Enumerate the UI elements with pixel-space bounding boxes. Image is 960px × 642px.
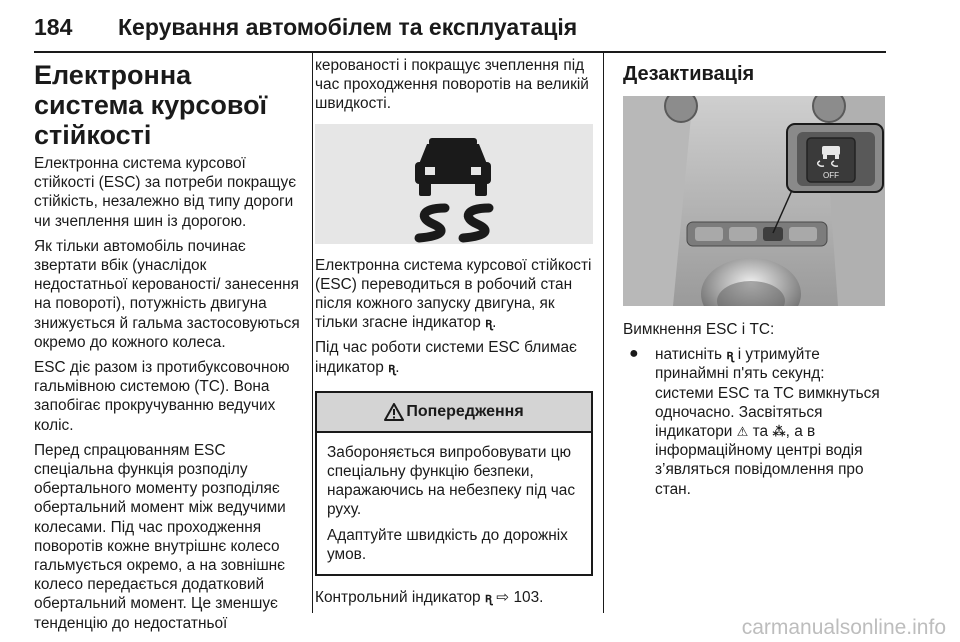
column-divider [603, 53, 604, 613]
esc-indicator-icon: ꭆ [388, 359, 396, 375]
paragraph: Електронна система курсової стійкості (ESC) за потреби покращує стійкість, незалежно від типу дороги чи зчеплення шин із дорогою. [34, 155, 297, 230]
arrow-right-icon: ⇨ [496, 589, 510, 607]
paragraph: Електронна система курсової стійкості (ESC) переводиться в робочий стан після кожного запуску двигуна, як тільки згасне індикатор ꭆ. [315, 256, 592, 332]
watermark: carmanualsonline.info [741, 616, 946, 639]
paragraph: керованості і покращує зчеплення під час проходження поворотів на великій швидкості. [315, 57, 589, 113]
paragraph: ESC діє разом із протибуксовочною гальмівною системою (TC). Вона запобігає прокручуванню ведучих коліс. [34, 359, 290, 434]
warning-triangle-icon [384, 403, 404, 421]
column-1 [34, 56, 304, 639]
column-2 [315, 56, 593, 613]
warning-header [317, 393, 591, 433]
section-heading: Дезактивація [623, 63, 755, 85]
car-skid-icon [315, 124, 593, 244]
tc-off-indicator-icon: ⁂ [772, 424, 786, 440]
console-illustration [623, 96, 885, 306]
caption: Вимкнення ESC і TC: [623, 321, 775, 338]
paragraph: Адаптуйте швидкість до дорожніх умов. [327, 526, 568, 563]
section-heading: Електронна система курсової стійкості [34, 60, 268, 150]
paragraph: Перед спрацюванням ESC спеціальна функція розподілу обертального моменту розподіляє обертальний момент між ведучими колесами. Під час проходження поворотів кожне внутрішнє колесо гальмується окремо, а на зовнішнє колесо передається додатковий обертальний момент. Це зменшує тенденцію до недостатньої [34, 441, 286, 632]
paragraph: Під час роботи системи ESC блимає індикатор ꭆ. [315, 339, 577, 376]
bullet-text: натисніть ꭆ і утримуйте принаймні п'ять секунд: системи ESC та TC вимкнуться одночасно. Засвітяться індикатори ⚠ та ⁂, а в інформаційному центрі водія з’являться повідомлення про стан. [655, 346, 880, 498]
warning-body [317, 433, 591, 574]
page-header [34, 14, 884, 52]
esc-indicator-icon: ꭆ [484, 590, 492, 606]
column-divider [312, 53, 313, 613]
list-item [623, 345, 885, 505]
center-console-photo [623, 96, 885, 306]
column-3 [623, 56, 885, 505]
header-divider [34, 51, 886, 53]
warning-title: Попередження [406, 402, 524, 420]
off-label: OFF [823, 171, 839, 180]
running-title: Керування автомобілем та експлуатація [118, 14, 578, 40]
esc-indicator-icon: ꭆ [726, 347, 734, 363]
cross-reference: Контрольний індикатор ꭆ ⇨ 103. [315, 589, 544, 607]
page-number: 184 [34, 14, 73, 40]
esc-indicator-illustration [315, 124, 593, 244]
paragraph: Забороняється випробовувати цю спеціальну функцію безпеки, наражаючись на небезпеку під час руху. [327, 443, 576, 519]
warning-box [315, 391, 593, 576]
esc-indicator-icon: ꭆ [485, 315, 493, 331]
bullet-icon: ● [629, 345, 639, 363]
page-reference[interactable]: 103. [513, 589, 544, 607]
esc-off-indicator-icon: ⚠ [736, 424, 749, 440]
paragraph: Як тільки автомобіль починає звертати вбік (унаслідок недостатньої керованості/ занесення на повороті), потужність двигуна знижується й гальма застосовуються окремо до кожного колеса. [34, 237, 300, 351]
